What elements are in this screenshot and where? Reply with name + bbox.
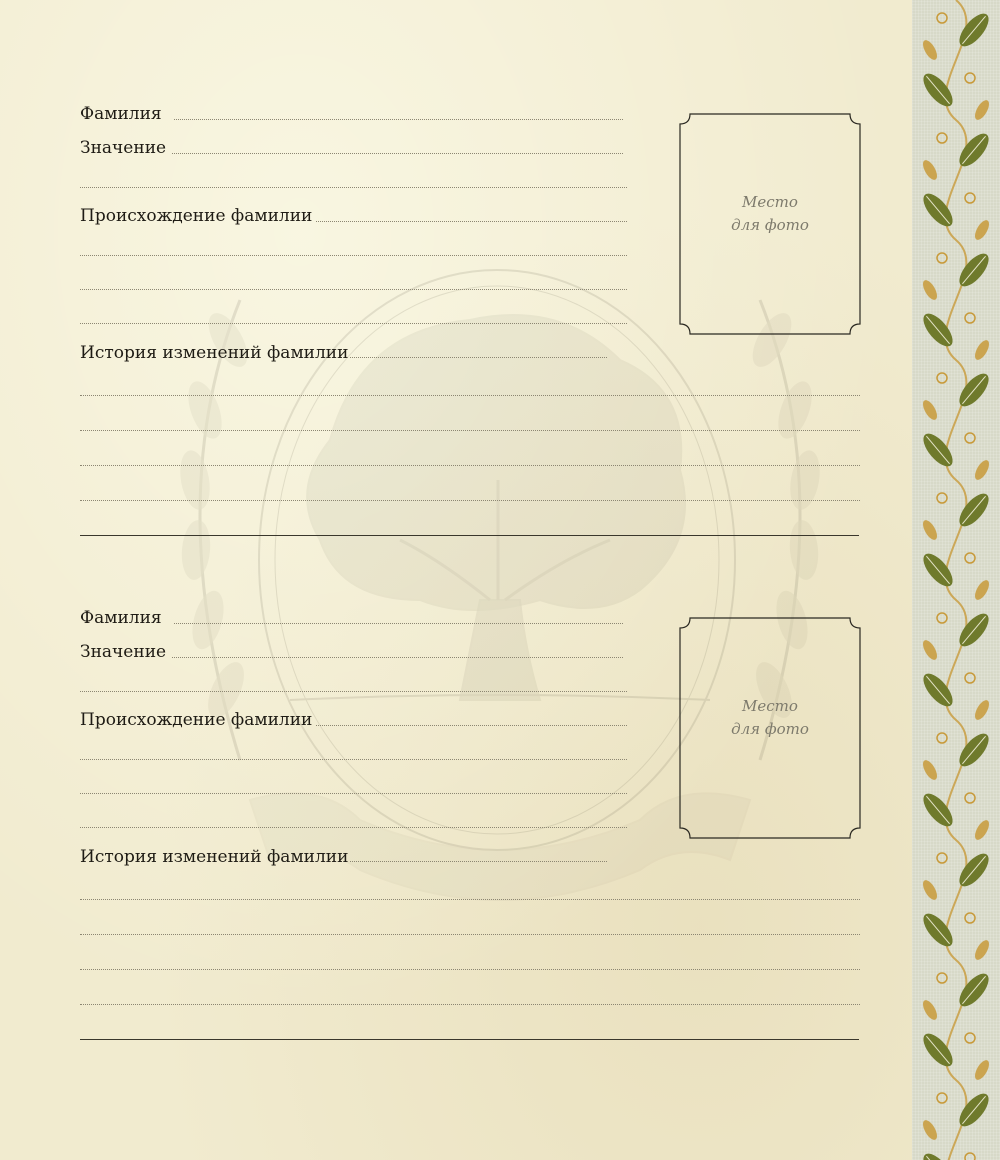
meaning-label: Значение xyxy=(80,138,167,158)
origin-label: Происхождение фамилии xyxy=(80,710,313,730)
origin-line[interactable] xyxy=(316,725,627,726)
history-label: История изменений фамилии xyxy=(80,343,349,363)
history-line-4[interactable] xyxy=(80,969,860,970)
surname-label: Фамилия xyxy=(80,608,162,628)
history-line-4[interactable] xyxy=(80,465,860,466)
photo-caption-line2: для фото xyxy=(731,216,809,234)
section-divider xyxy=(80,1039,859,1040)
origin-label: Происхождение фамилии xyxy=(80,206,313,226)
photo-placeholder[interactable] xyxy=(679,617,861,839)
history-label: История изменений фамилии xyxy=(80,847,349,867)
origin-line-3[interactable] xyxy=(80,793,627,794)
origin-line-2[interactable] xyxy=(80,255,627,256)
photo-caption-line1: Место xyxy=(742,697,798,715)
surname-line[interactable] xyxy=(174,623,623,624)
meaning-line[interactable] xyxy=(172,153,623,154)
floral-border xyxy=(912,0,1000,1160)
origin-line[interactable] xyxy=(316,221,627,222)
history-line-2[interactable] xyxy=(80,395,860,396)
floral-vine-ornament-icon xyxy=(912,0,1000,1160)
photo-placeholder[interactable] xyxy=(679,113,861,335)
history-line-5[interactable] xyxy=(80,500,860,501)
origin-line-2[interactable] xyxy=(80,759,627,760)
history-line[interactable] xyxy=(350,861,607,862)
history-line-3[interactable] xyxy=(80,430,860,431)
meaning-line-2[interactable] xyxy=(80,187,627,188)
surname-line[interactable] xyxy=(174,119,623,120)
history-line-3[interactable] xyxy=(80,934,860,935)
origin-line-3[interactable] xyxy=(80,289,627,290)
history-line-2[interactable] xyxy=(80,899,860,900)
surname-label: Фамилия xyxy=(80,104,162,124)
meaning-line[interactable] xyxy=(172,657,623,658)
origin-line-4[interactable] xyxy=(80,323,627,324)
section-divider xyxy=(80,535,859,536)
history-line[interactable] xyxy=(350,357,607,358)
meaning-line-2[interactable] xyxy=(80,691,627,692)
photo-caption-line1: Место xyxy=(742,193,798,211)
origin-line-4[interactable] xyxy=(80,827,627,828)
meaning-label: Значение xyxy=(80,642,167,662)
photo-caption-line2: для фото xyxy=(731,720,809,738)
history-line-5[interactable] xyxy=(80,1004,860,1005)
